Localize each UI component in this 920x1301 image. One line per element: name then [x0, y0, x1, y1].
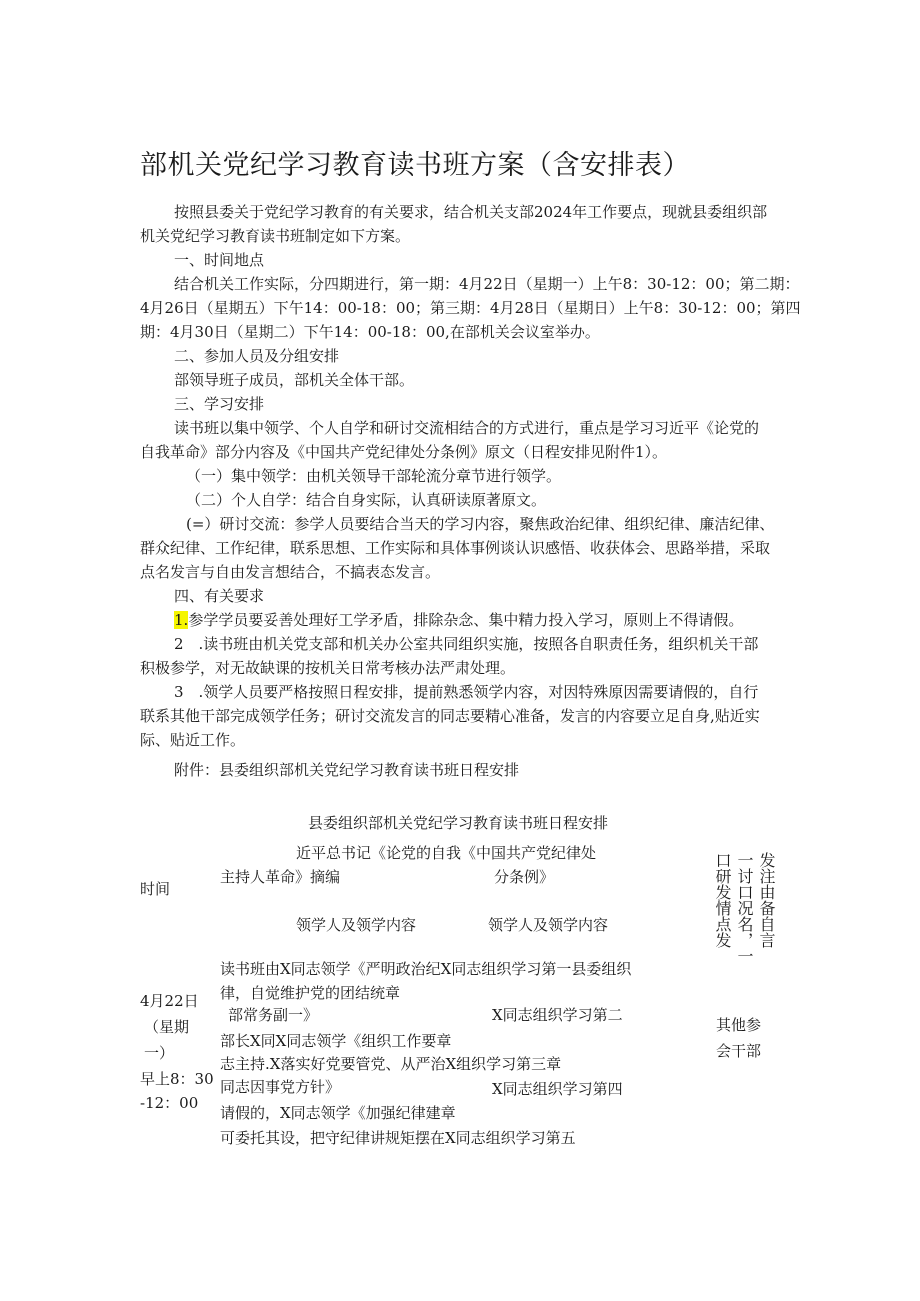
row-date: 4月22日 — [140, 992, 199, 1010]
body-line: 期：4月30日（星期二）下午14：00-18：00,在部机关会议室举办。 — [140, 323, 600, 341]
intro-line: 按照县委关于党纪学习教育的有关要求，结合机关支部2024年工作要点，现就县委组织部 — [174, 203, 768, 221]
header-book-titles: 近平总书记《论党的自我《中国共产党纪律处 — [296, 844, 597, 862]
attachment-note: 附件：县委组织部机关党纪学习教育读书班日程安排 — [174, 761, 520, 779]
table-cell-line: 读书班由X同志领学《严明政治纪X同志组织学习第一县委组织 — [220, 960, 632, 978]
header-note-col: 口研发情点发 — [713, 852, 732, 948]
page-title: 部机关党纪学习教育读书班方案（含安排表） — [140, 150, 690, 181]
row-time: -12：00 — [140, 1094, 199, 1112]
section-heading-requirements: 四、有关要求 — [174, 587, 265, 605]
row-date: （星期 — [144, 1018, 190, 1036]
table-cell-line: X同志组织学习第二 — [492, 1006, 623, 1024]
body-line: 点名发言与自由发言想结合，不搞表态发言。 — [140, 563, 441, 581]
body-line: 读书班以集中领学、个人自学和研讨交流相结合的方式进行，重点是学习习近平《论党的 — [174, 419, 760, 437]
body-line: 4月26日（星期五）下午14：00-18：00；第三期：4月28日（星期日）上午8：30-12：00；第四 — [140, 299, 801, 317]
body-line: 结合机关工作实际，分四期进行，第一期：4月22日（星期一）上午8：30-12：00；第二期： — [174, 275, 800, 293]
table-cell-line: 志主持.X落实好党要管党、从严治X组织学习第三章 — [220, 1055, 562, 1073]
table-cell-line: 部常务副一》 — [228, 1006, 319, 1024]
list-item: (=）研讨交流：参学人员要结合当天的学习内容，聚焦政治纪律、组织纪律、廉洁纪律、 — [186, 515, 775, 533]
table-note: 会干部 — [716, 1042, 762, 1060]
body-line: 积极参学，对无故缺课的按机关日常考核办法严肃处理。 — [140, 659, 516, 677]
section-heading-study-plan: 三、学习安排 — [174, 395, 265, 413]
header-note-col: 一讨口况名，一 — [735, 852, 754, 964]
row-date: 一） — [144, 1044, 175, 1062]
table-cell-line: 同志因事党方针》 — [220, 1078, 341, 1096]
intro-line: 机关党纪学习教育读书班制定如下方案。 — [140, 227, 411, 245]
section-heading-participants: 二、参加人员及分组安排 — [174, 347, 340, 365]
highlight-mark: 1. — [174, 611, 189, 629]
body-line: 部领导班子成员，部机关全体干部。 — [174, 371, 415, 389]
body-line: 际、贴近工作。 — [140, 731, 246, 749]
header-note-col: 发注由备自言 — [757, 852, 776, 948]
header-book2-end: 分条例》 — [494, 868, 555, 886]
requirement-text: 参学学员要妥善处理好工学矛盾，排除杂念、集中精力投入学习，原则上不得请假。 — [188, 611, 744, 629]
list-item: （二）个人自学：结合自身实际，认真研读原著原文。 — [186, 491, 547, 509]
body-line: 联系其他干部完成领学任务；研讨交流发言的同志要精心准备，发言的内容要立足自身,贴近实 — [140, 707, 760, 725]
requirement-item: 3 .领学人员要严格按照日程安排，提前熟悉领学内容，对因特殊原因需要请假的，自行 — [174, 683, 759, 701]
header-time: 时间 — [140, 880, 171, 898]
row-time: 早上8：30 — [140, 1070, 214, 1088]
body-line: 群众纪律、工作纪律，联系思想、工作实际和具体事例谈认识感悟、收获体会、思路举措，采取 — [140, 539, 771, 557]
header-lead2: 领学人及领学内容 — [488, 916, 609, 934]
requirement-item — [174, 608, 743, 632]
table-cell-line: X同志组织学习第四 — [492, 1080, 623, 1098]
body-line: 自我革命》部分内容及《中国共产党纪律处分条例》原文（日程安排见附件1）。 — [140, 443, 668, 461]
table-title: 县委组织部机关党纪学习教育读书班日程安排 — [308, 814, 609, 832]
table-note: 其他参 — [716, 1016, 762, 1034]
header-host: 主持人革命》摘编 — [220, 868, 341, 886]
table-cell-line: 请假的，X同志领学《加强纪律建章 — [220, 1104, 456, 1122]
table-cell-line: 可委托其设，把守纪律讲规矩摆在X同志组织学习第五 — [220, 1129, 576, 1147]
table-cell-line: 律，自觉维护党的团结统章 — [220, 984, 401, 1002]
table-cell-line: 部长X同X同志领学《组织工作要章 — [220, 1032, 452, 1050]
header-lead1: 领学人及领学内容 — [296, 916, 417, 934]
section-heading-time-place: 一、时间地点 — [174, 251, 265, 269]
list-item: （一）集中领学：由机关领导干部轮流分章节进行领学。 — [186, 467, 562, 485]
requirement-item: 2 .读书班由机关党支部和机关办公室共同组织实施，按照各自职责任务，组织机关干部 — [174, 635, 759, 653]
